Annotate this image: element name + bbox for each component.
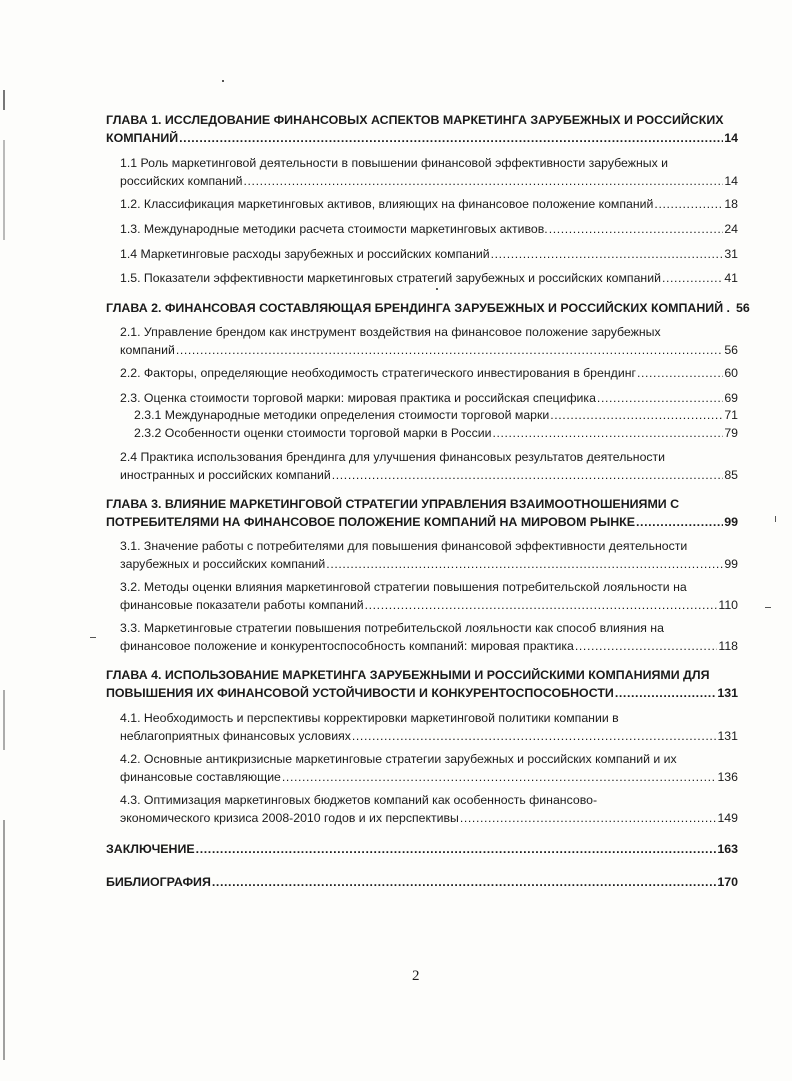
toc-section-3-1-page: 99 bbox=[724, 557, 738, 571]
toc-chapter-1 bbox=[106, 111, 738, 147]
toc-section-2-1-title-cont: компаний bbox=[120, 343, 175, 357]
toc-chapter-3-title-cont: ПОТРЕБИТЕЛЯМИ НА ФИНАНСОВОЕ ПОЛОЖЕНИЕ КОМПАНИЙ НА МИРОВОМ РЫНКЕ bbox=[106, 515, 636, 529]
toc-section-2-2-title: 2.2. Факторы, определяющие необходимость стратегического инвестирования в брендинг bbox=[120, 366, 636, 380]
toc-section-1-1-title: 1.1 Роль маркетинговой деятельности в повышении финансовой эффективности зарубежных и bbox=[120, 156, 669, 170]
leader-dots bbox=[179, 129, 723, 147]
leader-dots bbox=[637, 364, 723, 382]
toc-chapter-4-page: 131 bbox=[717, 686, 738, 700]
toc-section-4-3 bbox=[120, 791, 738, 827]
toc-conclusion bbox=[106, 840, 738, 858]
scan-speck bbox=[775, 516, 776, 522]
toc-chapter-3 bbox=[106, 495, 738, 531]
toc-section-2-2 bbox=[120, 364, 738, 382]
leader-dots bbox=[365, 596, 718, 614]
leader-dots bbox=[460, 809, 717, 827]
toc-section-1-4-page: 31 bbox=[724, 247, 738, 261]
toc-conclusion-title: ЗАКЛЮЧЕНИЕ bbox=[106, 842, 195, 856]
leader-dots bbox=[575, 637, 718, 655]
toc-section-2-1 bbox=[120, 323, 738, 359]
toc-chapter-4-title: ГЛАВА 4. ИСПОЛЬЗОВАНИЕ МАРКЕТИНГА ЗАРУБЕЖНЫМИ И РОССИЙСКИМИ КОМПАНИЯМИ ДЛЯ bbox=[106, 668, 710, 682]
toc-section-3-2-title-cont: финансовые показатели работы компаний bbox=[120, 598, 364, 612]
toc-chapter-3-page: 99 bbox=[724, 515, 738, 529]
leader-dots bbox=[662, 269, 723, 287]
page-number: 2 bbox=[412, 968, 420, 984]
leader-dots bbox=[491, 245, 724, 263]
leader-dots bbox=[212, 873, 716, 891]
toc-section-3-1 bbox=[120, 537, 738, 573]
toc-section-4-2 bbox=[120, 750, 738, 786]
scan-edge-mark bbox=[3, 140, 5, 240]
leader-dots bbox=[326, 555, 723, 573]
toc-section-1-3-page: 24 bbox=[724, 222, 738, 236]
toc-section-4-2-title-cont: финансовые составляющие bbox=[120, 770, 281, 784]
toc-section-2-3-title: 2.3. Оценка стоимости торговой марки: мировая практика и российская специфика bbox=[120, 391, 596, 405]
toc-section-3-3-page: 118 bbox=[718, 639, 738, 653]
toc-bibliography bbox=[106, 873, 738, 891]
toc-section-3-3-title: 3.3. Маркетинговые стратегии повышения потребительской лояльности как способ влияния на bbox=[120, 621, 664, 635]
toc-section-1-1 bbox=[120, 154, 738, 190]
scan-speck bbox=[436, 288, 438, 290]
toc-section-4-1-page: 131 bbox=[717, 729, 738, 743]
toc-chapter-1-title: ГЛАВА 1. ИССЛЕДОВАНИЕ ФИНАНСОВЫХ АСПЕКТОВ МАРКЕТИНГА ЗАРУБЕЖНЫХ И РОССИЙСКИХ bbox=[106, 113, 724, 127]
scan-speck bbox=[222, 80, 224, 82]
toc-section-2-4-page: 85 bbox=[724, 468, 738, 482]
leader-dots bbox=[597, 389, 723, 407]
toc-section-2-4-title: 2.4 Практика использования брендинга для улучшения финансовых результатов деятельности bbox=[120, 450, 666, 464]
leader-dots bbox=[654, 195, 723, 213]
toc-section-2-3-2-page: 79 bbox=[724, 426, 738, 440]
toc-section-2-4-title-cont: иностранных и российских компаний bbox=[120, 468, 331, 482]
toc-section-1-1-page: 14 bbox=[724, 174, 738, 188]
toc-section-1-1-title-cont: российских компаний bbox=[120, 174, 243, 188]
toc-section-2-3-2-title: 2.3.2 Особенности оценки стоимости торговой марки в России bbox=[134, 426, 492, 440]
toc-chapter-1-page: 14 bbox=[724, 131, 738, 145]
toc-section-3-1-title-cont: зарубежных и российских компаний bbox=[120, 557, 326, 571]
scan-edge-mark bbox=[3, 820, 5, 1060]
toc-chapter-1-title-cont: КОМПАНИЙ bbox=[106, 131, 179, 145]
toc-section-2-1-title: 2.1. Управление брендом как инструмент воздействия на финансовое положение зарубежных bbox=[120, 325, 661, 339]
toc-section-4-3-title: 4.3. Оптимизация маркетинговых бюджетов компаний как особенность финансово- bbox=[120, 793, 598, 807]
toc-section-4-2-page: 136 bbox=[717, 770, 738, 784]
toc-section-3-2-page: 110 bbox=[718, 598, 738, 612]
toc-section-2-4 bbox=[120, 448, 738, 484]
leader-dots bbox=[636, 513, 723, 531]
leader-dots bbox=[550, 406, 723, 424]
toc-chapter-4-title-cont: ПОВЫШЕНИЯ ИХ ФИНАНСОВОЙ УСТОЙЧИВОСТИ И КОНКУРЕНТОСПОСОБНОСТИ bbox=[106, 686, 614, 700]
toc-section-2-2-page: 60 bbox=[724, 366, 738, 380]
toc-section-2-3-page: 69 bbox=[724, 391, 738, 405]
toc-section-4-1-title-cont: неблагоприятных финансовых условиях bbox=[120, 729, 351, 743]
toc-section-2-3-1-title: 2.3.1 Международные методики определения стоимости торговой марки bbox=[134, 408, 550, 422]
toc-section-1-5-title: 1.5. Показатели эффективности маркетинговых стратегий зарубежных и российских компаний bbox=[120, 271, 661, 285]
toc-section-4-3-page: 149 bbox=[717, 811, 738, 825]
toc-section-2-3-2 bbox=[134, 424, 738, 442]
toc-section-1-2 bbox=[120, 195, 738, 213]
toc-section-3-1-title: 3.1. Значение работы с потребителями для повышения финансовой эффективности деятельности bbox=[120, 539, 688, 553]
leader-dots bbox=[549, 220, 724, 238]
toc-section-3-3 bbox=[120, 619, 738, 655]
toc-chapter-2-page: 56 bbox=[736, 301, 750, 315]
toc-section-4-3-title-cont: экономического кризиса 2008-2010 годов и их перспективы bbox=[120, 811, 459, 825]
scan-speck bbox=[90, 637, 96, 638]
toc-section-1-2-title: 1.2. Классификация маркетинговых активов, влияющих на финансовое положение компаний bbox=[120, 197, 654, 211]
toc-section-4-1-title: 4.1. Необходимость и перспективы корректировки маркетинговой политики компании в bbox=[120, 711, 619, 725]
leader-dots bbox=[196, 840, 717, 858]
toc-section-1-2-page: 18 bbox=[724, 197, 738, 211]
toc-chapter-2 bbox=[106, 299, 750, 317]
toc-chapter-3-title: ГЛАВА 3. ВЛИЯНИЕ МАРКЕТИНГОВОЙ СТРАТЕГИИ УПРАВЛЕНИЯ ВЗАИМООТНОШЕНИЯМИ С bbox=[106, 497, 680, 511]
toc-section-3-2-title: 3.2. Методы оценки влияния маркетинговой стратегии повышения потребительской лояльности на bbox=[120, 580, 687, 594]
toc-section-1-4-title: 1.4 Маркетинговые расходы зарубежных и российских компаний bbox=[120, 247, 490, 261]
toc-chapter-2-title: ГЛАВА 2. ФИНАНСОВАЯ СОСТАВЛЯЮЩАЯ БРЕНДИНГА ЗАРУБЕЖНЫХ И РОССИЙСКИХ КОМПАНИЙ . bbox=[106, 301, 730, 315]
leader-dots bbox=[492, 424, 723, 442]
leader-dots bbox=[352, 727, 717, 745]
leader-dots bbox=[176, 341, 723, 359]
leader-dots bbox=[332, 466, 724, 484]
toc-section-1-5-page: 41 bbox=[724, 271, 738, 285]
toc-section-1-4 bbox=[120, 245, 738, 263]
scan-edge-mark bbox=[3, 90, 5, 110]
scan-edge-mark bbox=[3, 690, 5, 750]
toc-bibliography-page: 170 bbox=[717, 875, 738, 889]
toc-section-4-2-title: 4.2. Основные антикризисные маркетинговые стратегии зарубежных и российских компаний и их bbox=[120, 752, 677, 766]
leader-dots bbox=[244, 172, 724, 190]
toc-section-1-3 bbox=[120, 220, 738, 238]
toc-section-3-3-title-cont: финансовое положение и конкурентоспособность компаний: мировая практика bbox=[120, 639, 574, 653]
toc-section-2-3-1-page: 71 bbox=[724, 408, 738, 422]
toc-section-1-3-title: 1.3. Международные методики расчета стоимости маркетинговых активов. bbox=[120, 222, 548, 236]
toc-section-2-3-1 bbox=[134, 406, 738, 424]
toc-chapter-4 bbox=[106, 666, 738, 702]
leader-dots bbox=[282, 768, 717, 786]
toc-section-1-5 bbox=[120, 269, 738, 287]
toc-section-4-1 bbox=[120, 709, 738, 745]
leader-dots bbox=[615, 684, 717, 702]
toc-conclusion-page: 163 bbox=[717, 842, 738, 856]
scan-speck bbox=[765, 607, 771, 608]
toc-section-3-2 bbox=[120, 578, 738, 614]
toc-section-2-1-page: 56 bbox=[724, 343, 738, 357]
toc-bibliography-title: БИБЛИОГРАФИЯ bbox=[106, 875, 211, 889]
toc-section-2-3 bbox=[120, 389, 738, 407]
